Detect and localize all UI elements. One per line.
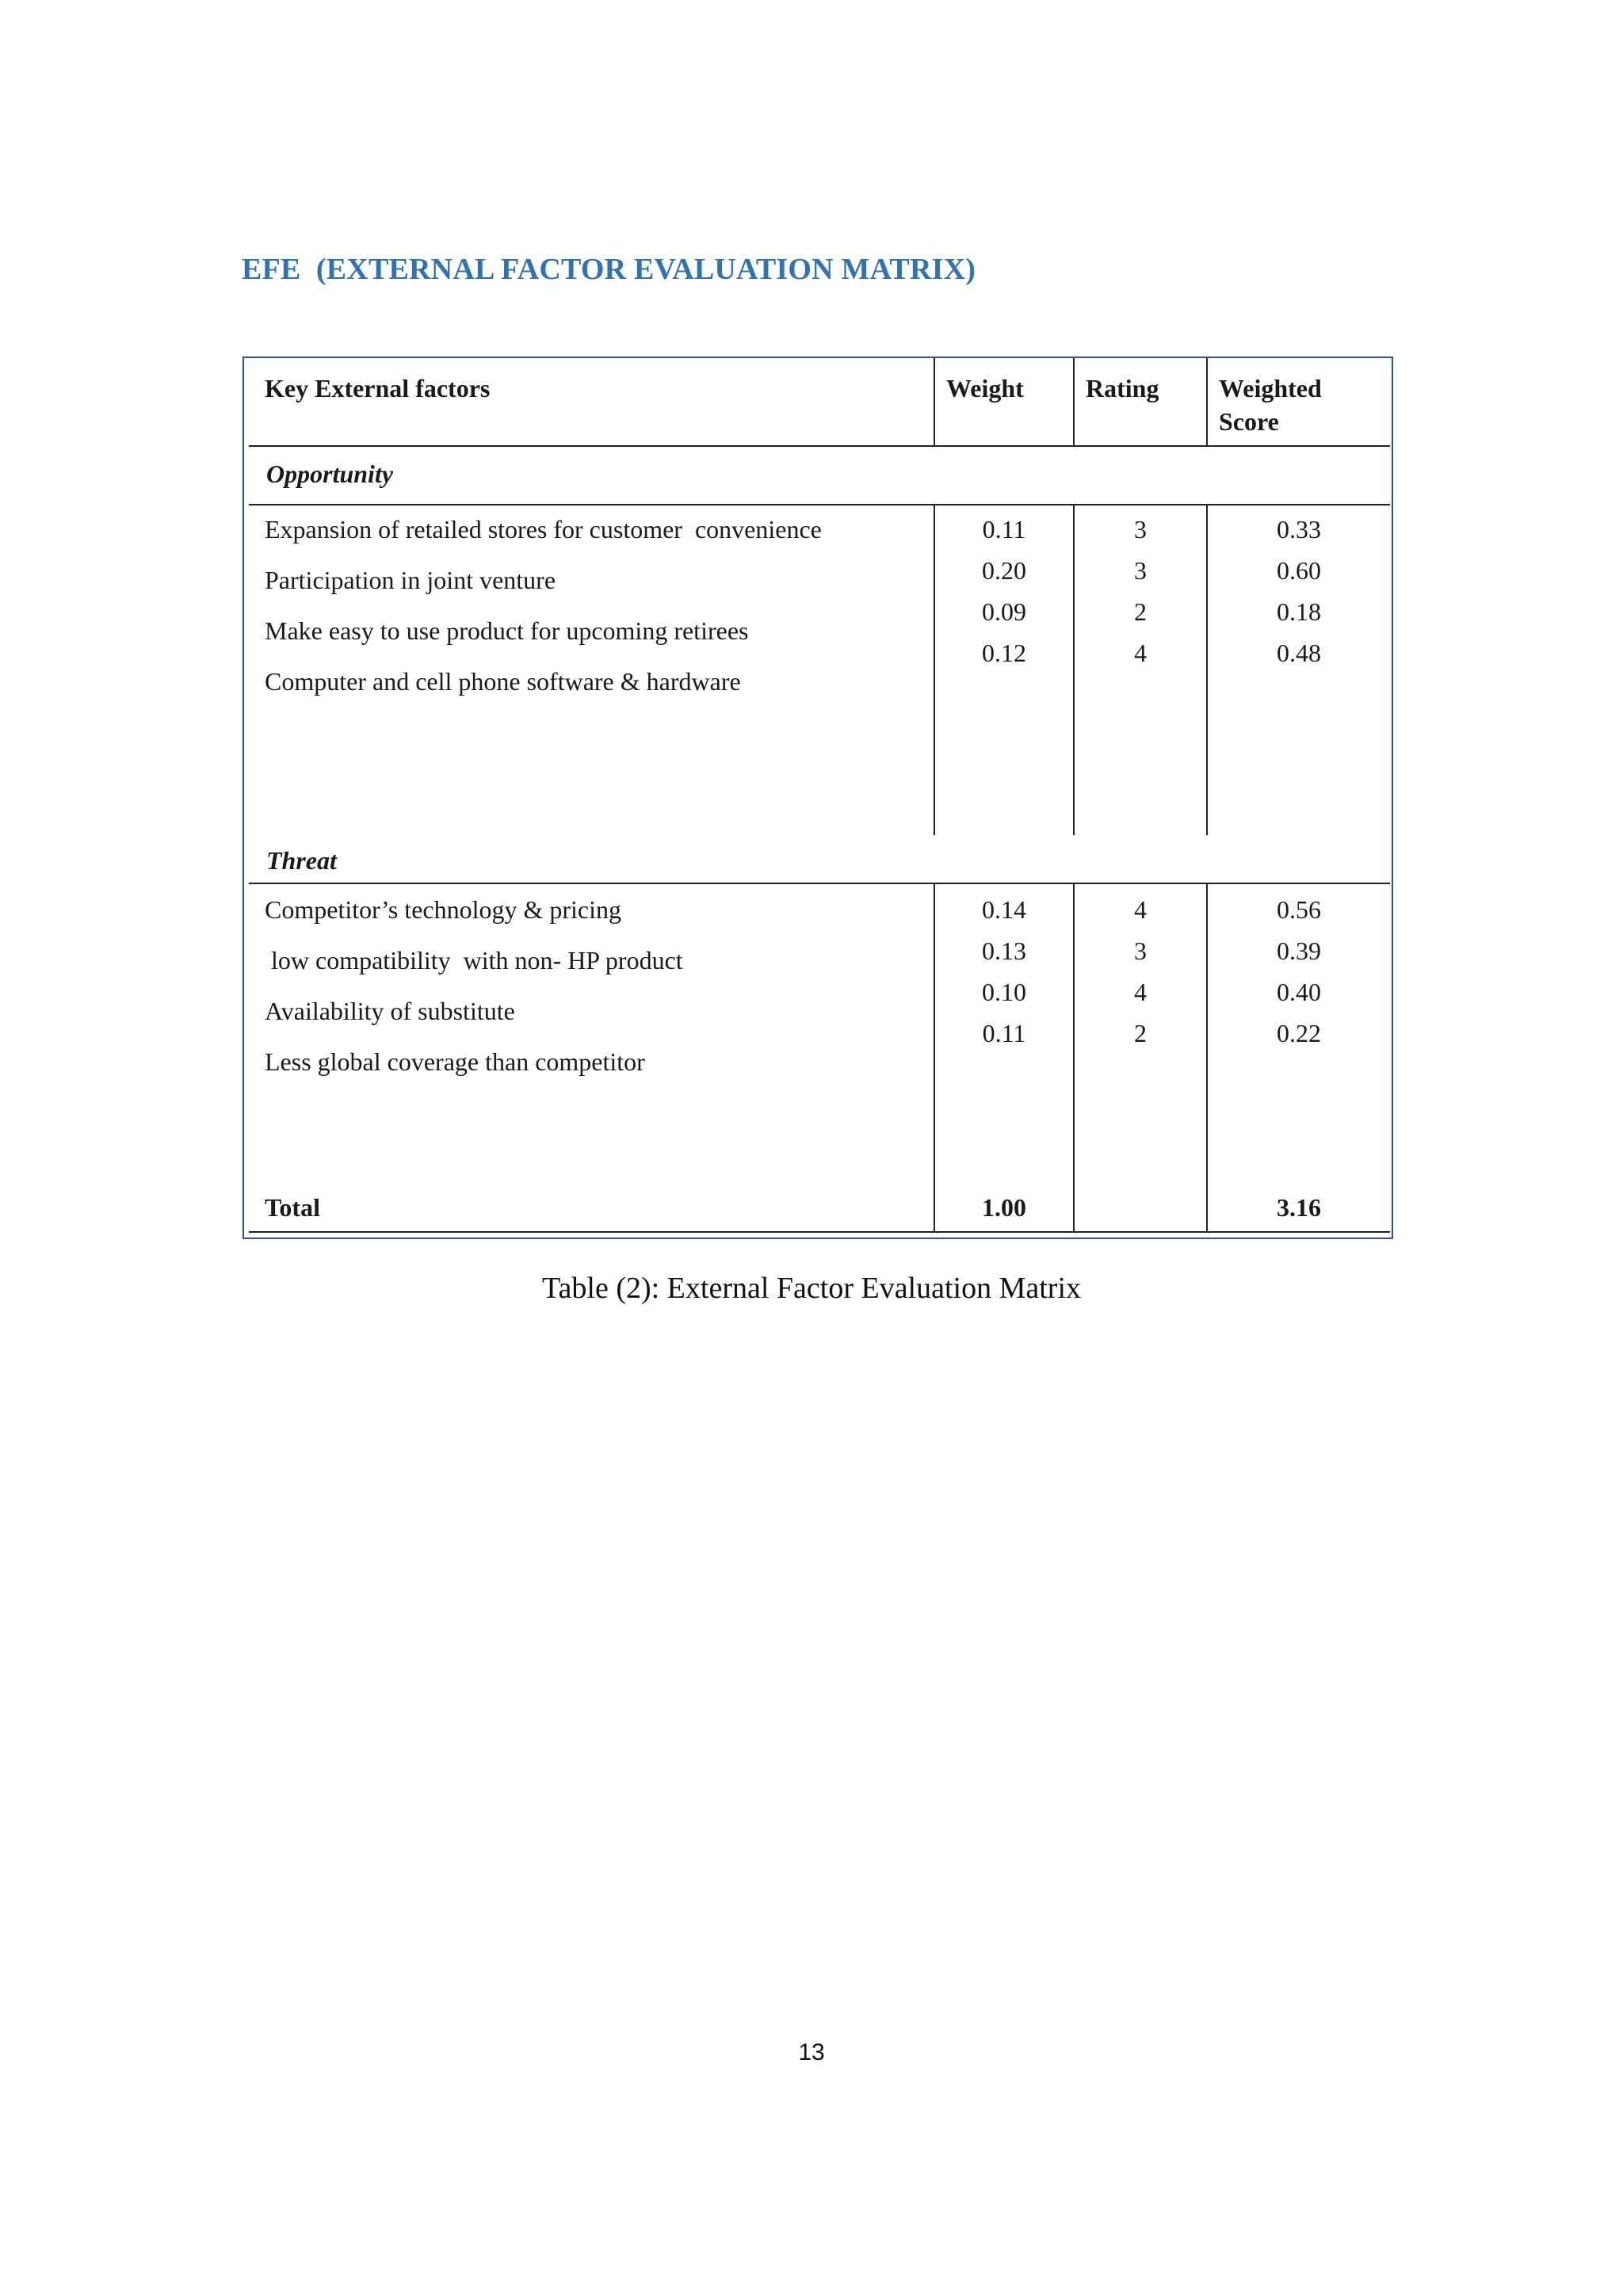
weight-value: 0.13 — [982, 936, 1026, 965]
rating-value: 3 — [1134, 556, 1147, 585]
header-weighted: Weighted — [1219, 374, 1322, 402]
factor-label: Expansion of retailed stores for customer convenience — [265, 515, 822, 543]
score-value: 0.22 — [1277, 1019, 1321, 1047]
score-value: 0.48 — [1277, 639, 1321, 667]
header-score: Score — [1219, 407, 1279, 436]
rating-value: 3 — [1134, 515, 1147, 543]
rating-value: 4 — [1134, 895, 1147, 924]
section-heading: EFE (EXTERNAL FACTOR EVALUATION MATRIX) — [242, 253, 976, 286]
factor-label: Computer and cell phone software & hardware — [265, 667, 741, 696]
weight-value: 0.14 — [982, 895, 1026, 924]
weight-value: 0.10 — [982, 978, 1026, 1006]
rating-value: 4 — [1134, 639, 1147, 667]
rating-column-rule — [1073, 883, 1075, 1233]
score-value: 0.18 — [1277, 597, 1321, 626]
weight-value: 0.12 — [982, 639, 1026, 667]
total-score: 3.16 — [1277, 1193, 1321, 1222]
factor-label: Participation in joint venture — [265, 566, 556, 594]
total-weight: 1.00 — [982, 1193, 1026, 1222]
rating-value: 3 — [1134, 936, 1147, 965]
score-column-rule — [1206, 358, 1208, 447]
header-key-factors: Key External factors — [265, 374, 491, 402]
rating-value: 2 — [1134, 597, 1147, 626]
table-bottom-rule — [249, 1231, 1390, 1233]
section-threat: Threat — [266, 846, 337, 875]
header-bottom-rule — [249, 445, 1390, 447]
factor-label: low compatibility with non- HP product — [265, 946, 683, 974]
score-column-rule — [1206, 504, 1208, 835]
section-opportunity: Opportunity — [266, 460, 394, 488]
weight-value: 0.11 — [982, 515, 1026, 543]
score-value: 0.60 — [1277, 556, 1321, 585]
rating-value: 2 — [1134, 1019, 1147, 1047]
efe-matrix-table — [242, 357, 1393, 1239]
page-number: 13 — [798, 2039, 825, 2065]
threat-title-rule — [249, 883, 1390, 884]
header-weight: Weight — [946, 374, 1024, 402]
header-rating: Rating — [1086, 374, 1159, 402]
rating-column-rule — [1073, 358, 1075, 447]
score-column-rule — [1206, 883, 1208, 1233]
factor-label: Availability of substitute — [265, 997, 515, 1025]
weight-value: 0.20 — [982, 556, 1026, 585]
score-value: 0.33 — [1277, 515, 1321, 543]
factor-label: Competitor’s technology & pricing — [265, 895, 622, 924]
opportunity-title-rule — [249, 504, 1390, 505]
score-value: 0.56 — [1277, 895, 1321, 924]
weight-value: 0.09 — [982, 597, 1026, 626]
table-caption: Table (2): External Factor Evaluation Matrix — [541, 1272, 1082, 1305]
weight-column-rule — [934, 358, 935, 447]
weight-value: 0.11 — [982, 1019, 1026, 1047]
factor-label: Less global coverage than competitor — [265, 1047, 645, 1076]
rating-value: 4 — [1134, 978, 1147, 1006]
score-value: 0.40 — [1277, 978, 1321, 1006]
weight-column-rule — [934, 883, 935, 1233]
total-label: Total — [265, 1193, 320, 1222]
weight-column-rule — [934, 504, 935, 835]
rating-column-rule — [1073, 504, 1075, 835]
score-value: 0.39 — [1277, 936, 1321, 965]
factor-label: Make easy to use product for upcoming retirees — [265, 616, 749, 645]
